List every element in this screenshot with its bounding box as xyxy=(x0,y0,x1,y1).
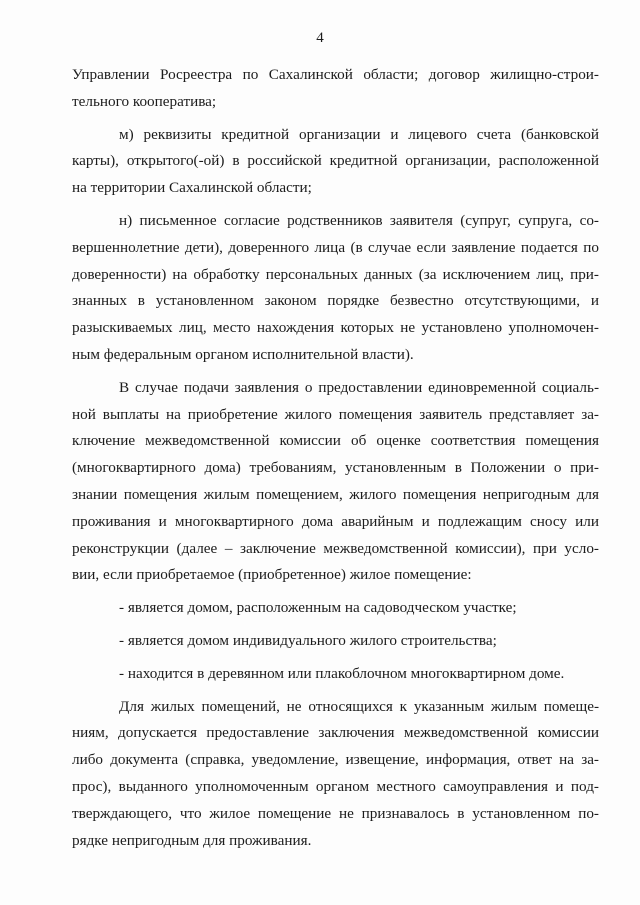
paragraph xyxy=(72,208,599,369)
paragraph xyxy=(72,375,599,589)
page-number: 4 xyxy=(316,30,324,46)
paragraph xyxy=(72,122,599,202)
text-line: тверждающего, что жилое помещение не признавалось в установленном по- xyxy=(72,804,599,822)
text-line: - находится в деревянном или плакоблочном многоквартирном доме. xyxy=(119,664,565,682)
text-line: - является домом, расположенным на садоводческом участке; xyxy=(119,599,517,617)
text-line: ниям, допускается предоставление заключения межведомственной комиссии xyxy=(72,724,599,742)
text-line: вии, если приобретаемое (приобретенное) жилое помещение: xyxy=(72,566,472,584)
text-line: проживания и многоквартирного дома аварийным и подлежащим сносу или xyxy=(72,512,599,530)
text-line: знании помещения жилым помещением, жилого помещения непригодным для xyxy=(72,485,599,503)
paragraph xyxy=(72,62,599,116)
paragraph xyxy=(72,694,599,855)
text-line: реконструкции (далее – заключение межведомственной комиссии), при усло- xyxy=(72,539,599,557)
text-line: Управлении Росреестра по Сахалинской области; договор жилищно-строи- xyxy=(72,66,599,83)
text-line: ным федеральным органом исполнительной власти). xyxy=(72,345,414,363)
text-line: ной выплаты на приобретение жилого помещения заявитель представляет за- xyxy=(72,405,599,423)
text-line: (многоквартирного дома) требованиям, установленным в Положении о при- xyxy=(72,459,599,477)
text-line: м) реквизиты кредитной организации и лицевого счета (банковской xyxy=(119,125,599,143)
text-line: знанных в установленном законом порядке безвестно отсутствующими, и xyxy=(72,292,599,310)
paragraph xyxy=(72,661,599,688)
text-line: ключение межведомственной комиссии об оценке соответствия помещения xyxy=(72,432,599,450)
text-line: н) письменное согласие родственников заявителя (супруг, супруга, со- xyxy=(119,211,599,229)
text-line: вершеннолетние дети), доверенного лица (в случае если заявление подается по xyxy=(72,238,599,256)
text-line: - является домом индивидуального жилого строительства; xyxy=(119,631,497,649)
paragraph xyxy=(72,628,599,655)
text-line: либо документа (справка, уведомление, извещение, информация, ответ на за- xyxy=(72,751,599,769)
text-line: рядке непригодным для проживания. xyxy=(72,831,312,849)
document-body xyxy=(72,62,599,854)
text-line: карты), открытого(-ой) в российской кредитной организации, расположенной xyxy=(72,152,599,170)
text-line: В случае подачи заявления о предоставлении единовременной социаль- xyxy=(119,378,599,396)
paragraph xyxy=(72,595,599,622)
text-line: на территории Сахалинской области; xyxy=(72,179,312,197)
text-line: разыскиваемых лиц, место нахождения которых не установлено уполномочен- xyxy=(72,319,599,337)
text-line: прос), выданного уполномоченным органом местного самоуправления и под- xyxy=(72,777,599,795)
text-line: доверенности) на обработку персональных данных (за исключением лиц, при- xyxy=(72,265,599,283)
text-line: тельного кооператива; xyxy=(72,92,217,110)
text-line: Для жилых помещений, не относящихся к указанным жилым помеще- xyxy=(119,697,599,715)
